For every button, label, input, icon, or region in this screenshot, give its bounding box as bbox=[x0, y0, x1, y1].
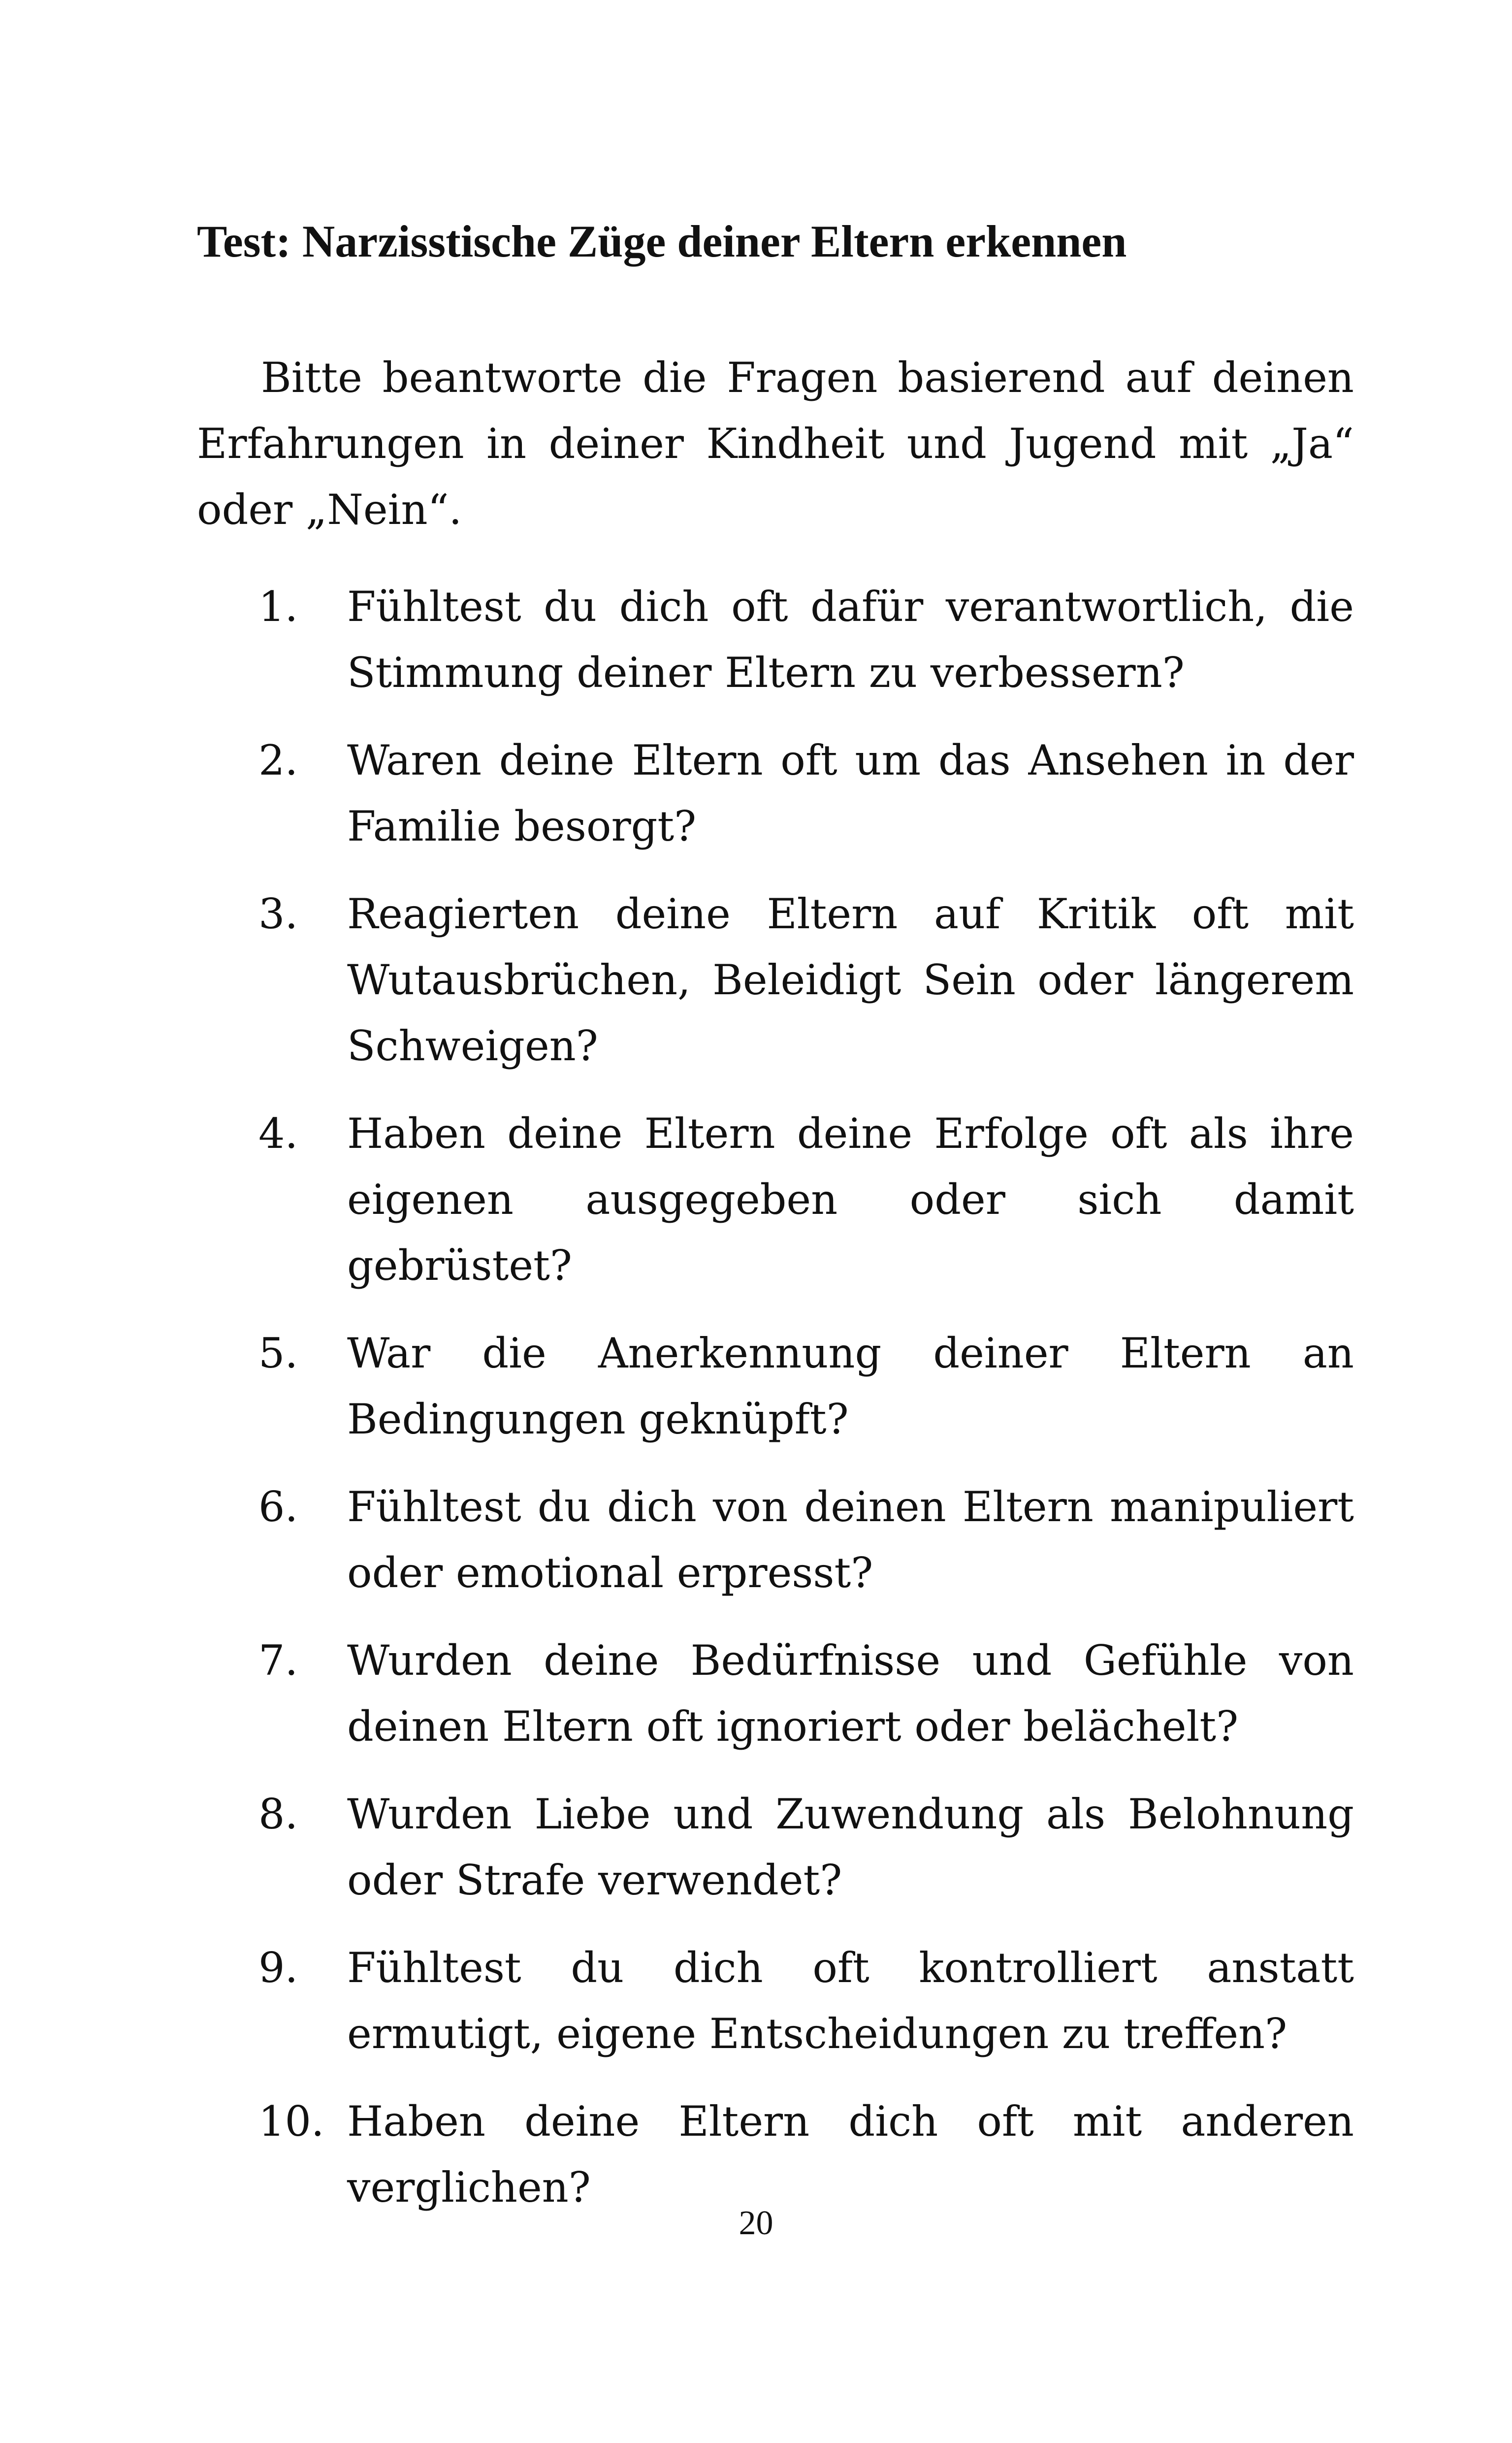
section-heading: Test: Narzisstische Züge deiner Eltern erkennen bbox=[197, 216, 1127, 266]
list-item bbox=[197, 1320, 1354, 1452]
list-item bbox=[197, 1101, 1354, 1299]
question-text: Fühltest du dich oft dafür verantwortlich, die Stimmung deiner Eltern zu verbessern? bbox=[347, 583, 1354, 697]
list-item bbox=[197, 2088, 1354, 2220]
question-text: Fühltest du dich oft kontrolliert anstatt ermutigt, eigene Entscheidungen zu treffen? bbox=[347, 1944, 1354, 2058]
question-number: 3. bbox=[258, 890, 298, 938]
question-text: Wurden Liebe und Zuwendung als Belohnung oder Strafe verwendet? bbox=[347, 1790, 1354, 1904]
question-text: War die Anerkennung deiner Eltern an Bedingungen geknüpft? bbox=[347, 1329, 1354, 1443]
question-text: Waren deine Eltern oft um das Ansehen in der Familie besorgt? bbox=[347, 736, 1354, 850]
list-item bbox=[197, 881, 1354, 1079]
list-item bbox=[197, 1935, 1354, 2067]
question-number: 2. bbox=[258, 736, 298, 784]
list-item bbox=[197, 574, 1354, 706]
list-item bbox=[197, 1474, 1354, 1606]
list-item bbox=[197, 1628, 1354, 1759]
question-number: 1. bbox=[258, 583, 298, 631]
list-item bbox=[197, 727, 1354, 859]
page-number: 20 bbox=[739, 2204, 773, 2242]
question-number: 10. bbox=[258, 2097, 324, 2146]
question-list bbox=[197, 574, 1354, 2242]
question-number: 9. bbox=[258, 1944, 298, 1992]
question-number: 5. bbox=[258, 1329, 298, 1377]
list-item bbox=[197, 1781, 1354, 1913]
question-text: Wurden deine Bedürfnisse und Gefühle von deinen Eltern oft ignoriert oder belächelt? bbox=[347, 1636, 1354, 1751]
question-number: 6. bbox=[258, 1483, 298, 1531]
question-text: Haben deine Eltern deine Erfolge oft als ihre eigenen ausgegeben oder sich damit gebrüstet? bbox=[347, 1109, 1354, 1290]
question-number: 4. bbox=[258, 1109, 298, 1158]
question-number: 8. bbox=[258, 1790, 298, 1838]
question-text: Fühltest du dich von deinen Eltern manipuliert oder emotional erpresst? bbox=[347, 1483, 1354, 1597]
question-text: Reagierten deine Eltern auf Kritik oft mit Wutausbrüchen, Beleidigt Sein oder längerem Schweigen? bbox=[347, 890, 1354, 1070]
question-number: 7. bbox=[258, 1636, 298, 1685]
question-text: Haben deine Eltern dich oft mit anderen verglichen? bbox=[347, 2097, 1354, 2212]
intro-paragraph: Bitte beantworte die Fragen basierend auf deinen Erfahrungen in deiner Kindheit und Jugend mit „Ja“ oder „Nein“. bbox=[197, 354, 1354, 534]
